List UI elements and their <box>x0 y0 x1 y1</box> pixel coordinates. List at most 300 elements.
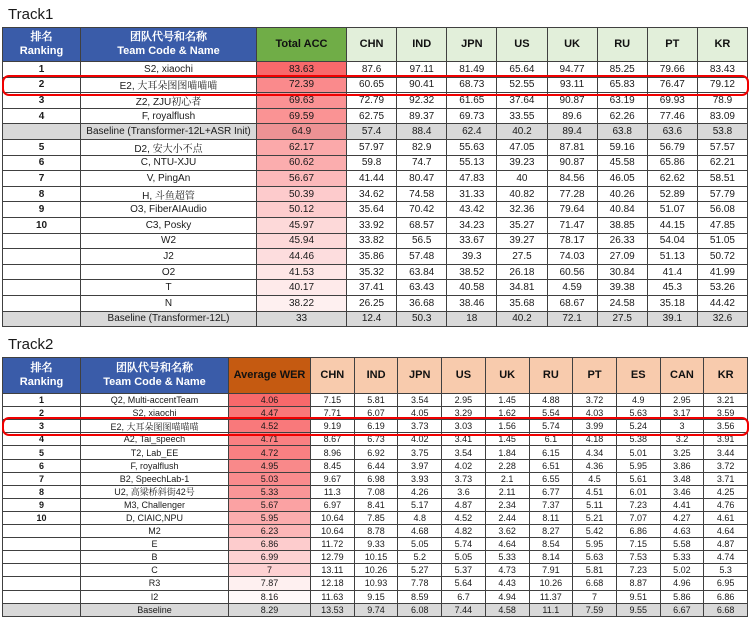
team-cell: J2 <box>81 249 257 265</box>
value-cell: 4.03 <box>573 407 617 420</box>
value-cell: 6.7 <box>442 591 486 604</box>
team-cell: B <box>81 551 229 564</box>
value-cell: 39.38 <box>598 280 648 296</box>
value-cell: 34.23 <box>447 218 497 234</box>
value-cell: 93.11 <box>548 78 598 94</box>
team-cell: I2 <box>81 591 229 604</box>
table-row <box>3 460 748 473</box>
value-cell: 11.72 <box>311 538 355 551</box>
country-header: RU <box>530 358 574 394</box>
metric-cell: 40.17 <box>257 280 347 296</box>
value-cell: 57.57 <box>698 140 748 156</box>
country-header: KR <box>704 358 748 394</box>
value-cell: 6.68 <box>573 577 617 590</box>
value-cell: 5.63 <box>573 551 617 564</box>
rank-cell: 7 <box>3 473 81 486</box>
value-cell: 63.6 <box>648 124 698 140</box>
value-cell: 1.62 <box>486 407 530 420</box>
table-row <box>3 591 748 604</box>
value-cell: 9.74 <box>355 604 399 617</box>
value-cell: 90.87 <box>548 156 598 172</box>
value-cell: 7.23 <box>617 564 661 577</box>
value-cell: 5.38 <box>617 433 661 446</box>
metric-cell: 4.47 <box>229 407 311 420</box>
metric-cell: 50.39 <box>257 187 347 203</box>
rank-cell <box>3 591 81 604</box>
rank-cell: 2 <box>3 407 81 420</box>
value-cell: 3.72 <box>573 394 617 407</box>
value-cell: 36.68 <box>397 296 447 312</box>
country-header: CHN <box>311 358 355 394</box>
value-cell: 92.32 <box>397 93 447 109</box>
value-cell: 40.82 <box>497 187 547 203</box>
value-cell: 33.67 <box>447 234 497 250</box>
rank-cell <box>3 564 81 577</box>
rank-cell: 8 <box>3 486 81 499</box>
value-cell: 59.16 <box>598 140 648 156</box>
country-header: PT <box>573 358 617 394</box>
value-cell: 44.42 <box>698 296 748 312</box>
value-cell: 3.21 <box>704 394 748 407</box>
value-cell: 10.26 <box>355 564 399 577</box>
value-cell: 40.2 <box>497 124 547 140</box>
table-row <box>3 109 748 125</box>
value-cell: 60.56 <box>548 265 598 281</box>
value-cell: 10.93 <box>355 577 399 590</box>
value-cell: 5.74 <box>442 538 486 551</box>
team-cell: Baseline <box>81 604 229 617</box>
table-row <box>3 171 748 187</box>
metric-cell: 41.53 <box>257 265 347 281</box>
value-cell: 10.64 <box>311 512 355 525</box>
table-row <box>3 62 748 78</box>
value-cell: 7.15 <box>617 538 661 551</box>
rank-cell <box>3 234 81 250</box>
team-header: 团队代号和名称 Team Code & Name <box>81 28 257 62</box>
value-cell: 4.25 <box>704 486 748 499</box>
rank-cell <box>3 577 81 590</box>
metric-cell: 69.63 <box>257 93 347 109</box>
value-cell: 3.6 <box>442 486 486 499</box>
table-row <box>3 394 748 407</box>
rank-cell: 8 <box>3 187 81 203</box>
value-cell: 8.54 <box>530 538 574 551</box>
value-cell: 6.15 <box>530 446 574 459</box>
table-row <box>3 202 748 218</box>
metric-cell: 64.9 <box>257 124 347 140</box>
metric-cell: 45.97 <box>257 218 347 234</box>
value-cell: 2.44 <box>486 512 530 525</box>
value-cell: 87.6 <box>347 62 397 78</box>
value-cell: 39.1 <box>648 312 698 328</box>
team-cell: T <box>81 280 257 296</box>
value-cell: 4.36 <box>573 460 617 473</box>
value-cell: 8.27 <box>530 525 574 538</box>
value-cell: 7.23 <box>617 499 661 512</box>
value-cell: 7.59 <box>573 604 617 617</box>
value-cell: 26.33 <box>598 234 648 250</box>
value-cell: 5.3 <box>704 564 748 577</box>
value-cell: 90.87 <box>548 93 598 109</box>
rank-cell: 10 <box>3 218 81 234</box>
value-cell: 5.33 <box>661 551 705 564</box>
value-cell: 54.04 <box>648 234 698 250</box>
value-cell: 57.97 <box>347 140 397 156</box>
value-cell: 65.86 <box>648 156 698 172</box>
value-cell: 4.88 <box>530 394 574 407</box>
value-cell: 3.29 <box>442 407 486 420</box>
value-cell: 6.98 <box>355 473 399 486</box>
metric-cell: 4.71 <box>229 433 311 446</box>
value-cell: 3.03 <box>442 420 486 433</box>
table-header-row <box>3 358 748 394</box>
value-cell: 4.87 <box>704 538 748 551</box>
value-cell: 33.92 <box>347 218 397 234</box>
value-cell: 4.02 <box>442 460 486 473</box>
value-cell: 79.64 <box>548 202 598 218</box>
value-cell: 5.21 <box>573 512 617 525</box>
value-cell: 62.21 <box>698 156 748 172</box>
team-cell: D, CIAIC,NPU <box>81 512 229 525</box>
table-row <box>3 234 748 250</box>
value-cell: 7.08 <box>355 486 399 499</box>
value-cell: 3.17 <box>661 407 705 420</box>
value-cell: 41.4 <box>648 265 698 281</box>
value-cell: 72.79 <box>347 93 397 109</box>
value-cell: 6.55 <box>530 473 574 486</box>
value-cell: 81.49 <box>447 62 497 78</box>
metric-cell: 6.99 <box>229 551 311 564</box>
country-header: US <box>497 28 547 62</box>
value-cell: 5.17 <box>398 499 442 512</box>
team-cell: E <box>81 538 229 551</box>
value-cell: 39.27 <box>497 234 547 250</box>
value-cell: 5.24 <box>617 420 661 433</box>
country-header: PT <box>648 28 698 62</box>
table-row <box>3 407 748 420</box>
value-cell: 4.8 <box>398 512 442 525</box>
value-cell: 4.52 <box>442 512 486 525</box>
table-row <box>3 265 748 281</box>
value-cell: 3.91 <box>704 433 748 446</box>
value-cell: 27.09 <box>598 249 648 265</box>
value-cell: 65.64 <box>497 62 547 78</box>
value-cell: 8.87 <box>617 577 661 590</box>
table-row <box>3 218 748 234</box>
value-cell: 38.46 <box>447 296 497 312</box>
value-cell: 4.73 <box>486 564 530 577</box>
metric-cell: 69.59 <box>257 109 347 125</box>
value-cell: 50.3 <box>397 312 447 328</box>
value-cell: 9.55 <box>617 604 661 617</box>
value-cell: 5.37 <box>442 564 486 577</box>
table-row <box>3 499 748 512</box>
value-cell: 1.56 <box>486 420 530 433</box>
value-cell: 6.44 <box>355 460 399 473</box>
value-cell: 5.81 <box>573 564 617 577</box>
value-cell: 11.1 <box>530 604 574 617</box>
team-cell: Baseline (Transformer-12L+ASR Init) <box>81 124 257 140</box>
value-cell: 56.5 <box>397 234 447 250</box>
track2-title: Track2 <box>8 336 54 354</box>
value-cell: 32.6 <box>698 312 748 328</box>
value-cell: 62.26 <box>598 109 648 125</box>
value-cell: 56.79 <box>648 140 698 156</box>
metric-cell: 4.06 <box>229 394 311 407</box>
value-cell: 9.33 <box>355 538 399 551</box>
rank-cell: 9 <box>3 202 81 218</box>
value-cell: 34.62 <box>347 187 397 203</box>
value-cell: 10.64 <box>311 525 355 538</box>
country-header: IND <box>397 28 447 62</box>
value-cell: 4.87 <box>442 499 486 512</box>
value-cell: 6.95 <box>704 577 748 590</box>
value-cell: 51.13 <box>648 249 698 265</box>
value-cell: 57.48 <box>397 249 447 265</box>
value-cell: 4.41 <box>661 499 705 512</box>
value-cell: 47.05 <box>497 140 547 156</box>
value-cell: 27.5 <box>497 249 547 265</box>
value-cell: 8.11 <box>530 512 574 525</box>
track2-section <box>2 336 748 617</box>
value-cell: 45.3 <box>648 280 698 296</box>
value-cell: 3.62 <box>486 525 530 538</box>
team-cell: M3, Challenger <box>81 499 229 512</box>
value-cell: 77.46 <box>648 109 698 125</box>
value-cell: 4.64 <box>704 525 748 538</box>
value-cell: 43.42 <box>447 202 497 218</box>
value-cell: 13.11 <box>311 564 355 577</box>
country-header: CHN <box>347 28 397 62</box>
table-row <box>3 296 748 312</box>
value-cell: 9.67 <box>311 473 355 486</box>
value-cell: 32.36 <box>497 202 547 218</box>
metric-cell: 33 <box>257 312 347 328</box>
country-header: JPN <box>398 358 442 394</box>
table-row <box>3 604 748 617</box>
value-cell: 5.02 <box>661 564 705 577</box>
value-cell: 53.8 <box>698 124 748 140</box>
value-cell: 78.17 <box>548 234 598 250</box>
value-cell: 4.63 <box>661 525 705 538</box>
value-cell: 6.08 <box>398 604 442 617</box>
value-cell: 2.95 <box>442 394 486 407</box>
table-row <box>3 433 748 446</box>
team-cell: W2 <box>81 234 257 250</box>
value-cell: 59.8 <box>347 156 397 172</box>
value-cell: 3.99 <box>573 420 617 433</box>
value-cell: 9.19 <box>311 420 355 433</box>
team-cell: Baseline (Transformer-12L) <box>81 312 257 328</box>
value-cell: 4.51 <box>573 486 617 499</box>
value-cell: 31.33 <box>447 187 497 203</box>
value-cell: 3.73 <box>398 420 442 433</box>
team-cell: D2, 安大小不点 <box>81 140 257 156</box>
value-cell: 37.41 <box>347 280 397 296</box>
metric-cell: 4.72 <box>229 446 311 459</box>
value-cell: 74.03 <box>548 249 598 265</box>
country-header: KR <box>698 28 748 62</box>
value-cell: 5.95 <box>617 460 661 473</box>
value-cell: 12.18 <box>311 577 355 590</box>
value-cell: 40.2 <box>497 312 547 328</box>
value-cell: 6.01 <box>617 486 661 499</box>
value-cell: 5.2 <box>398 551 442 564</box>
value-cell: 4.43 <box>486 577 530 590</box>
metric-cell: 5.03 <box>229 473 311 486</box>
value-cell: 89.6 <box>548 109 598 125</box>
value-cell: 7.15 <box>311 394 355 407</box>
value-cell: 9.51 <box>617 591 661 604</box>
value-cell: 7.85 <box>355 512 399 525</box>
table-header-row <box>3 28 748 62</box>
table-row-highlighted <box>3 420 748 433</box>
value-cell: 56.08 <box>698 202 748 218</box>
value-cell: 47.83 <box>447 171 497 187</box>
metric-cell: 4.95 <box>229 460 311 473</box>
value-cell: 41.99 <box>698 265 748 281</box>
metric-cell: 45.94 <box>257 234 347 250</box>
value-cell: 62.4 <box>447 124 497 140</box>
value-cell: 3.59 <box>704 407 748 420</box>
team-cell: F, royalflush <box>81 109 257 125</box>
value-cell: 8.78 <box>355 525 399 538</box>
metric-cell: 7.87 <box>229 577 311 590</box>
team-cell: R3 <box>81 577 229 590</box>
team-cell: M2 <box>81 525 229 538</box>
value-cell: 5.74 <box>530 420 574 433</box>
value-cell: 52.89 <box>648 187 698 203</box>
rank-cell: 4 <box>3 109 81 125</box>
table-row <box>3 577 748 590</box>
value-cell: 6.68 <box>704 604 748 617</box>
value-cell: 38.52 <box>447 265 497 281</box>
value-cell: 3 <box>661 420 705 433</box>
value-cell: 4.61 <box>704 512 748 525</box>
team-cell: V, PingAn <box>81 171 257 187</box>
table-row <box>3 249 748 265</box>
table-row <box>3 280 748 296</box>
value-cell: 11.37 <box>530 591 574 604</box>
value-cell: 97.11 <box>397 62 447 78</box>
rank-cell <box>3 312 81 328</box>
value-cell: 3.75 <box>398 446 442 459</box>
value-cell: 47.85 <box>698 218 748 234</box>
metric-cell: 6.23 <box>229 525 311 538</box>
table-row <box>3 140 748 156</box>
value-cell: 6.92 <box>355 446 399 459</box>
rank-cell: 5 <box>3 446 81 459</box>
value-cell: 4.96 <box>661 577 705 590</box>
value-cell: 1.45 <box>486 394 530 407</box>
value-cell: 3.2 <box>661 433 705 446</box>
table-row <box>3 312 748 328</box>
value-cell: 4.64 <box>486 538 530 551</box>
value-cell: 4.9 <box>617 394 661 407</box>
value-cell: 6.19 <box>355 420 399 433</box>
table-row <box>3 187 748 203</box>
metric-cell: 72.39 <box>257 78 347 94</box>
metric-header: Total ACC <box>257 28 347 62</box>
value-cell: 4.58 <box>486 604 530 617</box>
metric-cell: 44.46 <box>257 249 347 265</box>
rank-cell: 10 <box>3 512 81 525</box>
country-header: IND <box>355 358 399 394</box>
table-row <box>3 551 748 564</box>
metric-cell: 5.67 <box>229 499 311 512</box>
rank-cell <box>3 538 81 551</box>
team-cell: T2, Lab_EE <box>81 446 229 459</box>
value-cell: 5.05 <box>398 538 442 551</box>
rank-cell: 3 <box>3 93 81 109</box>
value-cell: 5.01 <box>617 446 661 459</box>
country-header: US <box>442 358 486 394</box>
value-cell: 63.8 <box>598 124 648 140</box>
value-cell: 37.64 <box>497 93 547 109</box>
value-cell: 6.86 <box>617 525 661 538</box>
team-cell: E2, 大耳朵图图喵喵喵 <box>81 78 257 94</box>
value-cell: 68.57 <box>397 218 447 234</box>
value-cell: 9.15 <box>355 591 399 604</box>
value-cell: 7 <box>573 591 617 604</box>
rank-cell <box>3 296 81 312</box>
value-cell: 5.58 <box>661 538 705 551</box>
value-cell: 4.82 <box>442 525 486 538</box>
value-cell: 4.74 <box>704 551 748 564</box>
rank-cell: 9 <box>3 499 81 512</box>
rank-cell: 1 <box>3 394 81 407</box>
value-cell: 40.26 <box>598 187 648 203</box>
value-cell: 2.95 <box>661 394 705 407</box>
value-cell: 51.05 <box>698 234 748 250</box>
table-row <box>3 564 748 577</box>
value-cell: 4.68 <box>398 525 442 538</box>
value-cell: 6.51 <box>530 460 574 473</box>
value-cell: 60.65 <box>347 78 397 94</box>
table-row <box>3 156 748 172</box>
value-cell: 69.93 <box>648 93 698 109</box>
value-cell: 69.73 <box>447 109 497 125</box>
value-cell: 6.97 <box>311 499 355 512</box>
rank-cell: 1 <box>3 62 81 78</box>
value-cell: 3.54 <box>442 446 486 459</box>
value-cell: 57.4 <box>347 124 397 140</box>
value-cell: 4.02 <box>398 433 442 446</box>
value-cell: 6.67 <box>661 604 705 617</box>
country-header: ES <box>617 358 661 394</box>
value-cell: 62.75 <box>347 109 397 125</box>
metric-cell: 50.12 <box>257 202 347 218</box>
value-cell: 1.45 <box>486 433 530 446</box>
value-cell: 7.91 <box>530 564 574 577</box>
value-cell: 87.81 <box>548 140 598 156</box>
value-cell: 35.32 <box>347 265 397 281</box>
value-cell: 6.1 <box>530 433 574 446</box>
rank-cell: 2 <box>3 78 81 94</box>
value-cell: 38.85 <box>598 218 648 234</box>
value-cell: 7.37 <box>530 499 574 512</box>
team-cell: C, NTU-XJU <box>81 156 257 172</box>
value-cell: 3.41 <box>442 433 486 446</box>
value-cell: 4.59 <box>548 280 598 296</box>
value-cell: 18 <box>447 312 497 328</box>
value-cell: 79.12 <box>698 78 748 94</box>
value-cell: 77.28 <box>548 187 598 203</box>
value-cell: 83.09 <box>698 109 748 125</box>
value-cell: 83.43 <box>698 62 748 78</box>
ranking-header: 排名 Ranking <box>3 28 81 62</box>
value-cell: 5.05 <box>442 551 486 564</box>
